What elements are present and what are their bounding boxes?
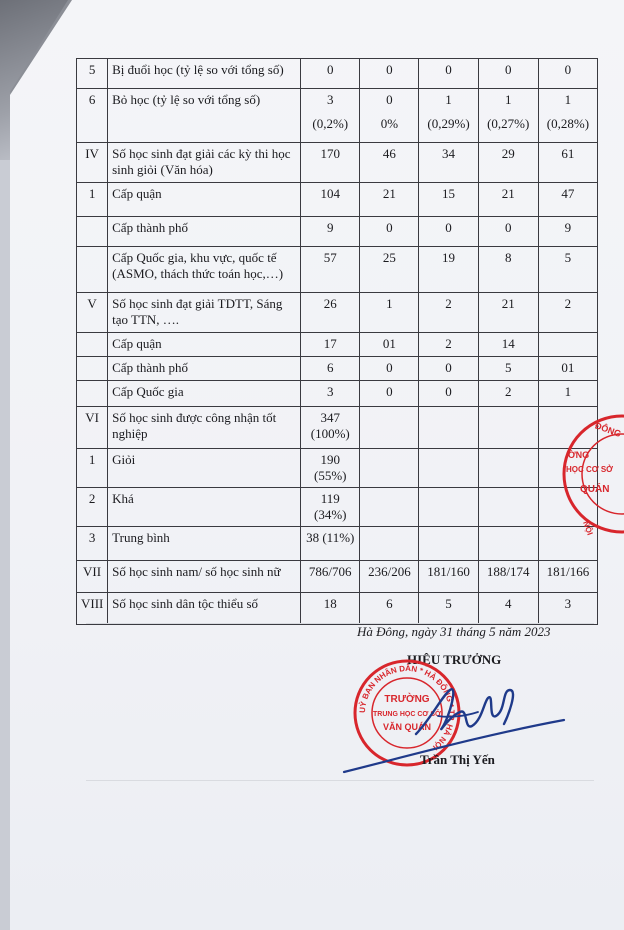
table-row [77, 333, 598, 357]
value-cell [419, 143, 478, 183]
value-cell [478, 449, 538, 488]
value-cell [538, 59, 597, 89]
value-cell [360, 183, 419, 217]
value-cell [538, 381, 597, 407]
value-cell [538, 357, 597, 381]
value-cell [301, 357, 360, 381]
value-cell [478, 143, 538, 183]
value-cell [360, 357, 419, 381]
cell-value: 1 [445, 92, 452, 107]
row-number-cell [77, 247, 108, 293]
value-cell [301, 59, 360, 89]
row-label-cell: Cấp quận [108, 333, 301, 357]
cell-value: 21 [382, 186, 396, 201]
cell-value: 1 [564, 92, 572, 107]
value-cell [360, 59, 419, 89]
cell-value: 0 [326, 62, 334, 77]
row-label-cell: Cấp quận [108, 183, 301, 217]
value-cell [538, 561, 597, 593]
cell-value: 190 (55%) [313, 452, 347, 483]
row-label-cell: Số học sinh dân tộc thiểu số [108, 593, 301, 625]
cell-value-percent: (0,28%) [546, 116, 590, 131]
row-label-cell: Cấp thành phố [108, 357, 301, 381]
table-row [77, 357, 598, 381]
value-cell [301, 89, 360, 143]
value-cell [478, 357, 538, 381]
row-label-cell: Bỏ học (tỷ lệ so với tổng số) [108, 89, 301, 143]
cell-value: 0 [386, 384, 393, 399]
cell-value: 26 [323, 296, 337, 311]
partial-seal-stamp [560, 412, 624, 536]
table-row [77, 293, 598, 333]
value-cell [478, 488, 538, 527]
cell-value: 104 [320, 186, 340, 201]
value-cell [419, 381, 478, 407]
row-number-cell [77, 333, 108, 357]
cell-value: 0 [386, 92, 393, 107]
value-cell [301, 293, 360, 333]
cell-value: 1 [504, 92, 512, 107]
row-label-cell: Cấp Quốc gia, khu vực, quốc tế (ASMO, thách thức toán học,…) [108, 247, 301, 293]
value-cell [301, 143, 360, 183]
value-cell [478, 527, 538, 561]
cell-value-percent: (0,2%) [312, 116, 349, 131]
cell-value: 3 [564, 596, 572, 611]
value-cell [301, 217, 360, 247]
row-number-cell: 1 [77, 183, 108, 217]
table-row [77, 593, 598, 625]
value-cell [360, 247, 419, 293]
value-cell [538, 247, 597, 293]
cell-value: 181/160 [427, 564, 470, 579]
value-cell [478, 217, 538, 247]
value-cell [301, 527, 360, 561]
cell-value: 18 [323, 596, 337, 611]
cell-value: 21 [501, 296, 515, 311]
cell-value: 170 [320, 146, 340, 161]
row-number-cell: VIII [77, 593, 108, 625]
value-cell [360, 89, 419, 143]
value-cell [419, 217, 478, 247]
cell-value: 181/166 [546, 564, 590, 579]
value-cell [419, 183, 478, 217]
cell-value: 3 [326, 384, 334, 399]
value-cell [301, 381, 360, 407]
statistics-table [76, 58, 598, 625]
value-cell [538, 333, 597, 357]
value-cell [301, 561, 360, 593]
value-cell [478, 293, 538, 333]
value-cell [360, 593, 419, 625]
row-label-cell: Cấp Quốc gia [108, 381, 301, 407]
signing-date: Hà Đông, ngày 31 tháng 5 năm 2023 [357, 624, 551, 639]
value-cell [301, 247, 360, 293]
table-row [77, 183, 598, 217]
cell-value: 01 [382, 336, 396, 351]
cell-value: 01 [561, 360, 575, 375]
table-row [77, 217, 598, 247]
cell-value: 2 [445, 296, 452, 311]
row-number-cell: 1 [77, 449, 108, 488]
value-cell [538, 89, 597, 143]
row-number-cell: 2 [77, 488, 108, 527]
cell-value: 8 [504, 250, 512, 265]
svg-text:ĐÔNG: ĐÔNG [593, 420, 623, 440]
cell-value: 0 [386, 360, 393, 375]
value-cell [478, 59, 538, 89]
table-row [77, 561, 598, 593]
row-number-cell [77, 357, 108, 381]
cell-value-percent: (0,27%) [487, 116, 530, 131]
value-cell [478, 89, 538, 143]
svg-text:VĂN QUÁN: VĂN QUÁN [382, 722, 432, 732]
value-cell [419, 449, 478, 488]
cell-value: 119 (34%) [313, 491, 347, 522]
row-label-cell: Số học sinh đạt giải TDTT, Sáng tạo TTN, …. [108, 293, 301, 333]
cell-value: 19 [442, 250, 456, 265]
row-label-cell: Số học sinh đạt giải các kỳ thi học sinh giỏi (Văn hóa) [108, 143, 301, 183]
table-row [77, 449, 598, 488]
cell-value: 34 [442, 146, 456, 161]
cell-value: 15 [442, 186, 456, 201]
cell-value: 786/706 [308, 564, 352, 579]
value-cell [360, 407, 419, 449]
value-cell [538, 293, 597, 333]
cell-value: 188/174 [486, 564, 530, 579]
table-row [77, 407, 598, 449]
cell-value: 0 [445, 220, 452, 235]
value-cell [301, 488, 360, 527]
svg-text:HỌC CƠ SỞ: HỌC CƠ SỞ [566, 465, 613, 474]
value-cell [360, 333, 419, 357]
cell-value: 6 [326, 360, 334, 375]
value-cell [478, 593, 538, 625]
row-number-cell [77, 381, 108, 407]
cell-value: 29 [501, 146, 515, 161]
cell-value: 5 [445, 596, 452, 611]
value-cell [419, 407, 478, 449]
cell-value: 2 [564, 296, 572, 311]
row-number-cell: VII [77, 561, 108, 593]
value-cell [419, 247, 478, 293]
svg-text:ỜNG: ỜNG [568, 450, 590, 460]
row-number-cell: IV [77, 143, 108, 183]
cell-value: 9 [564, 220, 572, 235]
value-cell [301, 407, 360, 449]
cell-value: 25 [382, 250, 396, 265]
cell-value: 9 [326, 220, 334, 235]
table-row [77, 247, 598, 293]
value-cell [478, 333, 538, 357]
row-number-cell: 6 [77, 89, 108, 143]
value-cell [301, 183, 360, 217]
cell-value: 5 [504, 360, 512, 375]
cell-value: 347 (100%) [310, 410, 350, 441]
value-cell [419, 488, 478, 527]
table-row [77, 488, 598, 527]
cell-value: 5 [564, 250, 572, 265]
value-cell [301, 333, 360, 357]
signer-name: Trần Thị Yến [420, 752, 495, 767]
cell-value: 61 [561, 146, 575, 161]
table-row [77, 527, 598, 561]
svg-text:TRƯỜNG: TRƯỜNG [384, 694, 430, 705]
row-label-cell: Khá [108, 488, 301, 527]
value-cell [419, 527, 478, 561]
signer-title: HIỆU TRƯỞNG [407, 652, 502, 667]
row-number-cell: 5 [77, 59, 108, 89]
seal-outer-text: UỶ BAN NHÂN DÂN * HÀ ĐÔNG * TP. HÀ NỘI [357, 663, 457, 752]
value-cell [478, 247, 538, 293]
value-cell [301, 593, 360, 625]
cell-value: 17 [323, 336, 337, 351]
cell-value: 46 [382, 146, 396, 161]
cell-value: 0 [445, 62, 452, 77]
row-label-cell: Cấp thành phố [108, 217, 301, 247]
value-cell [419, 293, 478, 333]
value-cell [360, 488, 419, 527]
cell-value: 57 [323, 250, 337, 265]
cell-value: 47 [561, 186, 575, 201]
value-cell [419, 593, 478, 625]
cell-value: 21 [501, 186, 515, 201]
value-cell [419, 89, 478, 143]
cell-value-percent: (0,29%) [427, 116, 470, 131]
value-cell [360, 381, 419, 407]
value-cell [538, 143, 597, 183]
value-cell [360, 527, 419, 561]
table-row [77, 381, 598, 407]
row-number-cell: V [77, 293, 108, 333]
value-cell [419, 357, 478, 381]
value-cell [478, 561, 538, 593]
value-cell [419, 561, 478, 593]
row-number-cell [77, 217, 108, 247]
value-cell [478, 407, 538, 449]
svg-text:TRUNG HỌC CƠ SỞ: TRUNG HỌC CƠ SỞ [373, 711, 441, 718]
value-cell [360, 561, 419, 593]
value-cell [419, 333, 478, 357]
row-label-cell: Bị đuổi học (tỷ lệ so với tổng số) [108, 59, 301, 89]
cell-value: 14 [501, 336, 515, 351]
cell-value: 3 [326, 92, 334, 107]
cell-value: 236/206 [368, 564, 411, 579]
cell-value: 0 [386, 220, 393, 235]
value-cell [538, 593, 597, 625]
row-label-cell: Số học sinh được công nhận tốt nghiệp [108, 407, 301, 449]
cell-value: 2 [445, 336, 452, 351]
cell-value: 4 [504, 596, 512, 611]
value-cell [360, 449, 419, 488]
cell-value: 6 [386, 596, 393, 611]
cell-value: 1 [564, 384, 572, 399]
value-cell [538, 183, 597, 217]
svg-text:QUÁN: QUÁN [580, 484, 610, 495]
row-label-cell: Số học sinh nam/ số học sinh nữ [108, 561, 301, 593]
value-cell [360, 143, 419, 183]
value-cell [478, 183, 538, 217]
row-label-cell: Giỏi [108, 449, 301, 488]
cell-value: 0 [386, 62, 393, 77]
value-cell [360, 293, 419, 333]
cell-value-percent: 0% [380, 116, 399, 131]
table-row [77, 59, 598, 89]
cell-value: 0 [445, 360, 452, 375]
row-label-cell: Trung bình [108, 527, 301, 561]
row-number-cell: VI [77, 407, 108, 449]
value-cell [478, 381, 538, 407]
table-row [77, 143, 598, 183]
cell-value: 0 [445, 384, 452, 399]
cell-value: 2 [504, 384, 512, 399]
cell-value: 38 (11%) [306, 530, 355, 545]
cell-value: 0 [504, 220, 512, 235]
value-cell [538, 217, 597, 247]
value-cell [419, 59, 478, 89]
svg-text:NỘI: NỘI [581, 519, 595, 536]
cell-value: 0 [564, 62, 572, 77]
value-cell [360, 217, 419, 247]
cell-value: 1 [386, 296, 393, 311]
value-cell [301, 449, 360, 488]
row-number-cell: 3 [77, 527, 108, 561]
cell-value: 0 [504, 62, 512, 77]
table-row [77, 89, 598, 143]
